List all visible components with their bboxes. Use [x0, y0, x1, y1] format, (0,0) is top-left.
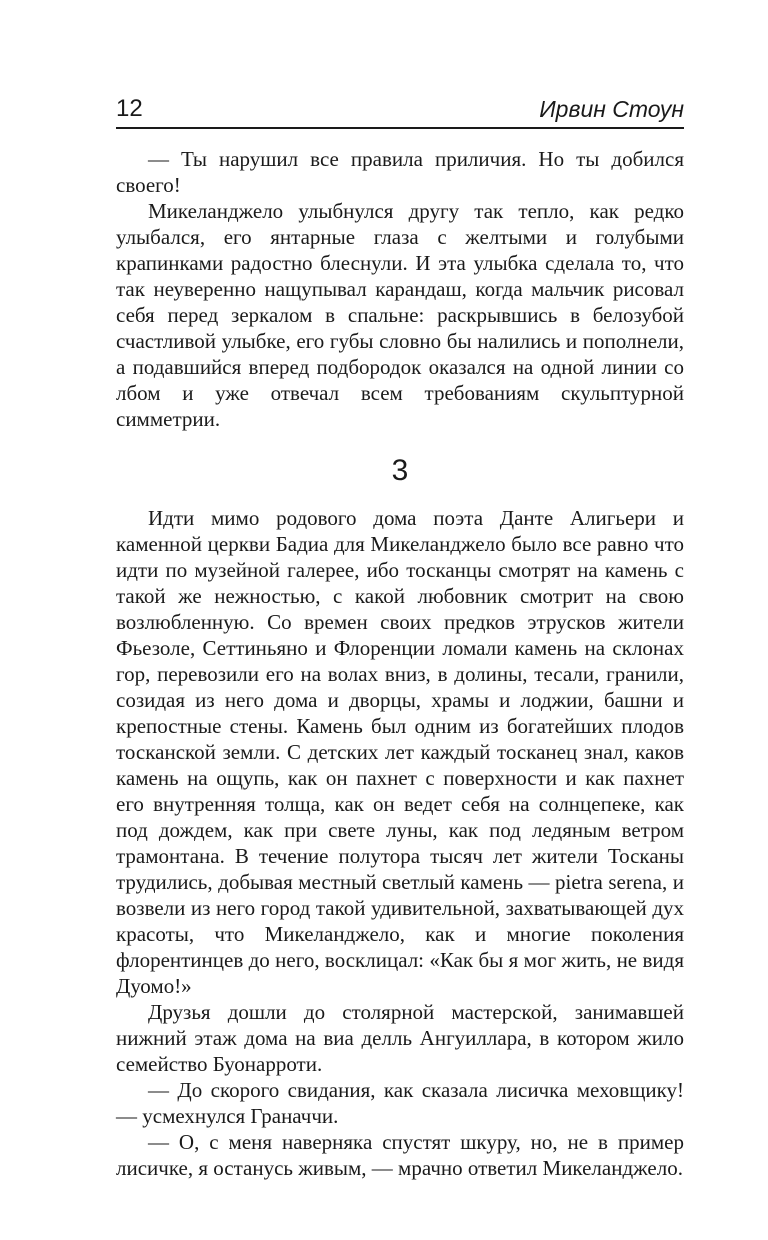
text-block-bottom: [116, 505, 684, 1181]
paragraph: Идти мимо родового дома поэта Данте Алигьери и каменной церкви Бадиа для Микеланджело было все равно что идти по музейной галерее, ибо тосканцы смотрят на камень с такой же нежностью, с какой любовник смотрит на свою возлюбленную. Со времен своих предков этрусков жители Фьезоле, Сеттиньяно и Флоренции ломали камень на склонах гор, перевозили его на волах вниз, в долины, тесали, гранили, созидая из него дома и дворцы, храмы и лоджии, башни и крепостные стены. Камень был одним из богатейших плодов тосканской земли. С детских лет каждый тосканец знал, каков камень на ощупь, как он пахнет с поверхности и как пахнет его внутренняя толща, как он ведет себя на солнцепеке, как под дождем, как при свете луны, как под ледяным ветром трамонтана. В течение полутора тысяч лет жители Тосканы трудились, добывая местный светлый камень — pietra serena, и возвели из него город такой удивительной, захватывающей дух красоты, что Микеланджело, как и многие поколения флорентинцев до него, восклицал: «Как бы я мог жить, не видя Дуомо!»: [116, 506, 684, 998]
paragraph: Микеланджело улыбнулся другу так тепло, как редко улыбался, его янтарные глаза с желтыми и голубыми крапинками радостно блеснули. И эта улыбка сделала то, что так неуверенно нащупывал карандаш, когда мальчик рисовал себя перед зеркалом в спальне: раскрывшись в белозубой счастливой улыбке, его губы словно бы налились и пополнели, а подавшийся вперед подбородок оказался на одной линии со лбом и уже отвечал всем требованиям скульптурной симметрии.: [116, 199, 684, 431]
paragraph: — О, с меня наверняка спустят шкуру, но, не в пример лисичке, я останусь живым, — мрачно ответил Микеланджело.: [116, 1130, 684, 1180]
paragraph: Друзья дошли до столярной мастерской, занимавшей нижний этаж дома на виа делль Ангуиллара, в котором жило семейство Буонарроти.: [116, 1000, 684, 1076]
page-header: [116, 95, 684, 129]
text-block-top: [116, 146, 684, 432]
paragraph: — Ты нарушил все правила приличия. Но ты добился своего!: [116, 147, 684, 197]
running-head-author: Ирвин Стоун: [539, 96, 684, 122]
page-number: 12: [116, 95, 143, 122]
paragraph: — До скорого свидания, как сказала лисичка меховщику! — усмехнулся Граначчи.: [116, 1078, 684, 1128]
chapter-number: 3: [391, 454, 409, 487]
